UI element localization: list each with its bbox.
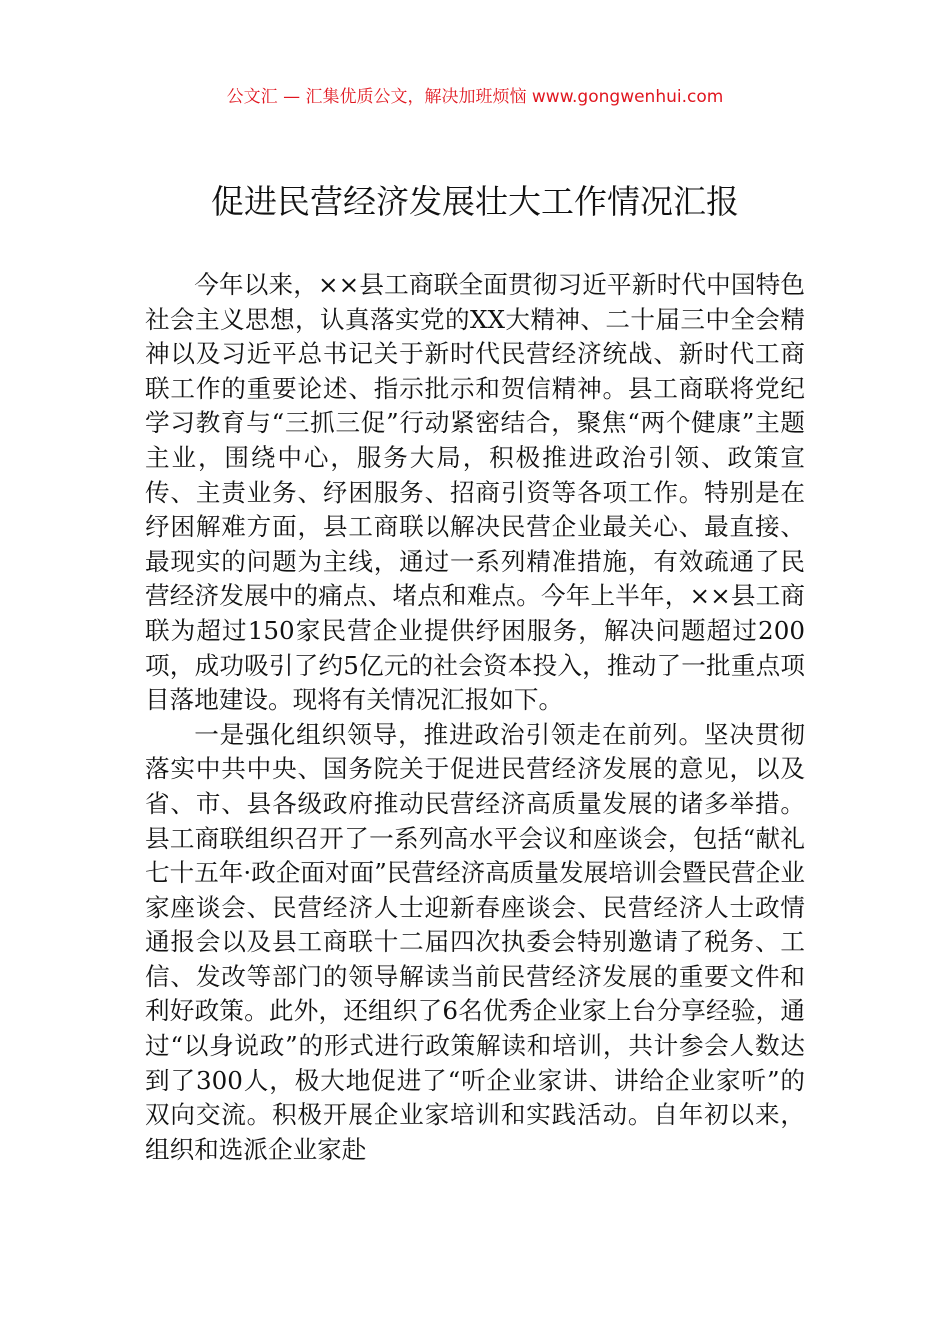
paragraph-section-one: 一是强化组织领导，推进政治引领走在前列。坚决贯彻落实中共中央、国务院关于促进民营经济发展的意见，以及省、市、县各级政府推动民营经济高质量发展的诸多举措。县工商联组织召开了一系列高水平会议和座谈会，包括“献礼七十五年·政企面对面”民营经济高质量发展培训会暨民营企业家座谈会、民营经济人士迎新春座谈会、民营经济人士政情通报会以及县工商联十二届四次执委会特别邀请了税务、工信、发改等部门的领导解读当前民营经济发展的重要文件和利好政策。此外，还组织了6名优秀企业家上台分享经验，通过“以身说政”的形式进行政策解读和培训，共计参会人数达到了300人，极大地促进了“听企业家讲、讲给企业家听”的双向交流。积极开展企业家培训和实践活动。自年初以来，组织和选派企业家赴 — [145, 719, 805, 1164]
header-banner: 公文汇 — 汇集优质公文，解决加班烦恼 www.gongwenhui.com — [226, 87, 724, 107]
paragraph-intro: 今年以来，××县工商联全面贯彻习近平新时代中国特色社会主义思想，认真落实党的XX大精神、二十届三中全会精神以及习近平总书记关于新时代民营经济统战、新时代工商联工作的重要论述、指示批示和贺信精神。县工商联将党纪学习教育与“三抓三促”行动紧密结合，聚焦“两个健康”主题主业，围绕中心，服务大局，积极推进政治引领、政策宣传、主责业务、纾困服务、招商引资等各项工作。特别是在纾困解难方面，县工商联以解决民营企业最关心、最直接、最现实的问题为主线，通过一系列精准措施，有效疏通了民营经济发展中的痛点、堵点和难点。今年上半年，××县工商联为超过150家民营企业提供纾困服务，解决问题超过200项，成功吸引了约5亿元的社会资本投入，推动了一批重点项目落地建设。现将有关情况汇报如下。 — [145, 270, 805, 715]
document-title: 促进民营经济发展壮大工作情况汇报 — [211, 182, 739, 221]
document-body — [145, 268, 805, 1167]
